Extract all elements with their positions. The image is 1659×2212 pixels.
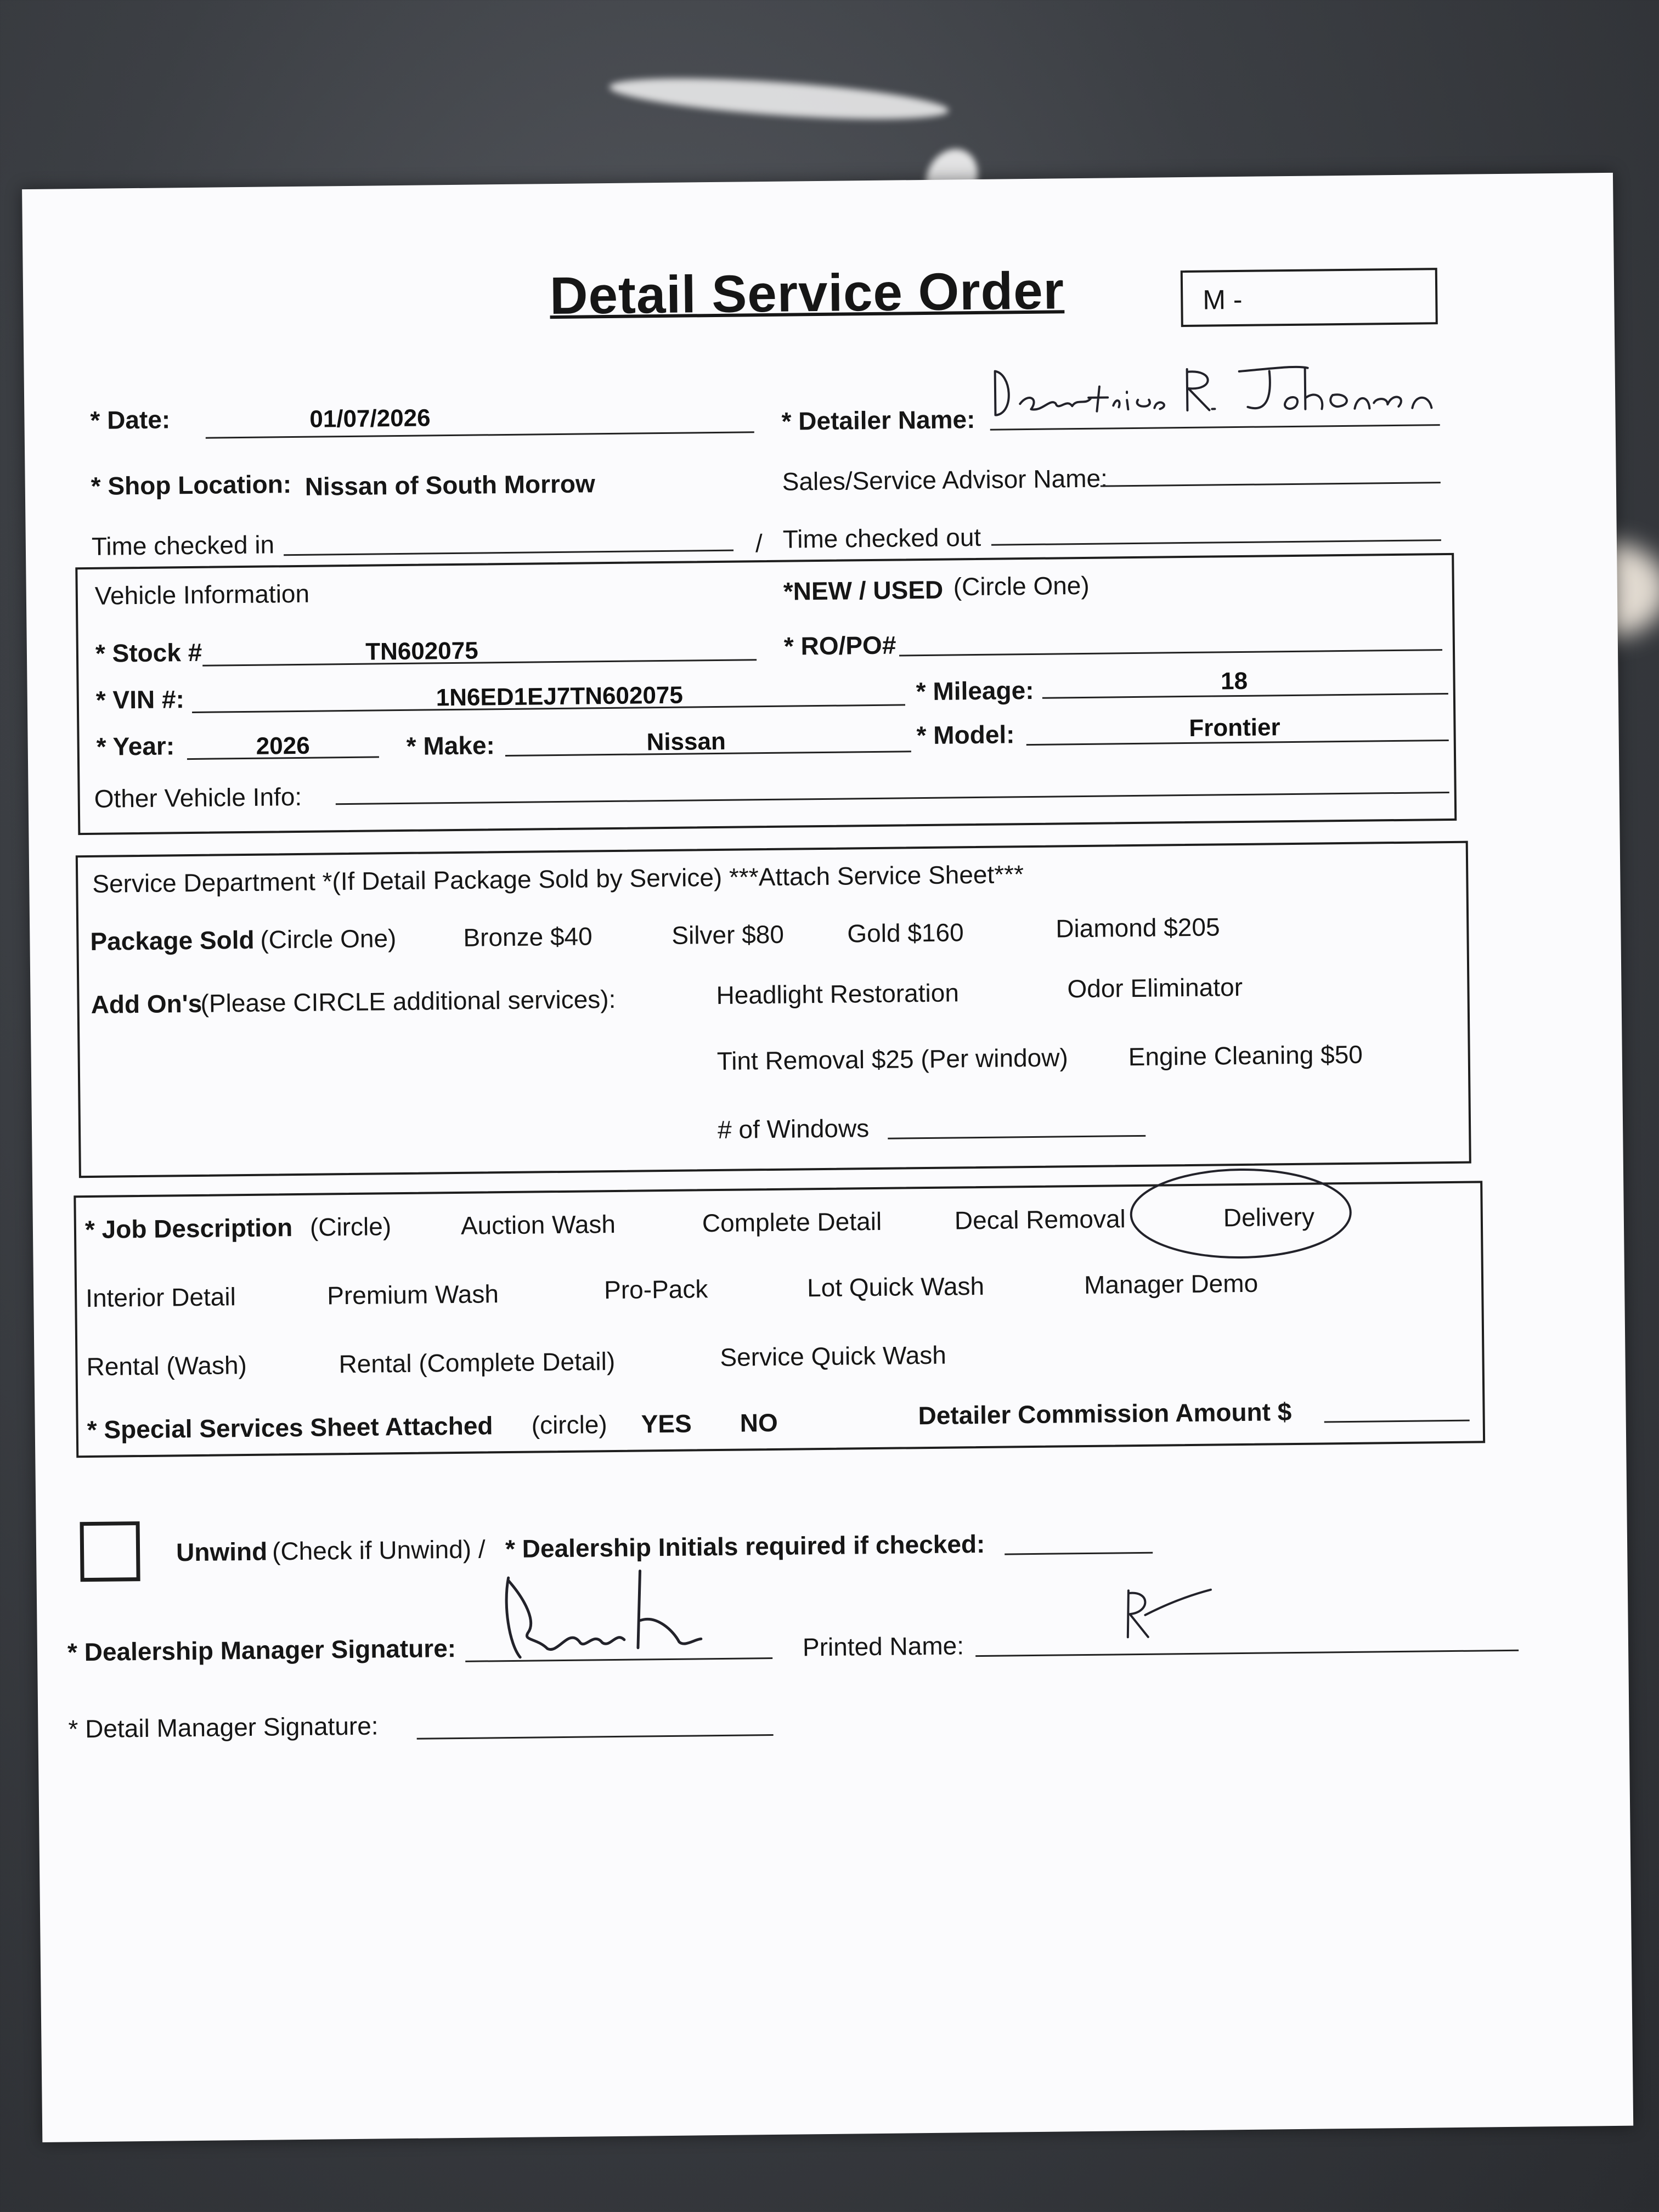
new-used-label: *NEW / USED (783, 575, 944, 606)
job-pro-pack[interactable]: Pro-Pack (603, 1274, 708, 1305)
job-lot-quick-wash[interactable]: Lot Quick Wash (806, 1271, 985, 1302)
advisor-field[interactable] (1101, 482, 1441, 487)
order-number-label: M - (1203, 284, 1243, 315)
job-description-hint: (Circle) (309, 1212, 392, 1242)
new-used-hint: (Circle One) (953, 571, 1090, 601)
manager-signature-label: * Dealership Manager Signature: (67, 1634, 456, 1667)
time-out-field[interactable] (991, 539, 1441, 546)
vin-label: * VIN #: (95, 685, 185, 714)
initials-field[interactable] (1005, 1552, 1153, 1555)
manager-signature-handwriting (475, 1565, 740, 1666)
date-label: * Date: (90, 405, 171, 435)
make-label: * Make: (406, 731, 495, 760)
year-label: * Year: (96, 731, 175, 761)
package-sold-label: Package Sold (90, 925, 255, 956)
package-diamond[interactable]: Diamond $205 (1056, 912, 1220, 943)
stock-value: TN602075 (365, 637, 478, 665)
package-gold[interactable]: Gold $160 (847, 918, 964, 948)
job-delivery[interactable]: Delivery (1223, 1202, 1315, 1232)
job-description-label: * Job Description (84, 1213, 293, 1244)
time-separator: / (755, 529, 763, 558)
advisor-label: Sales/Service Advisor Name: (782, 464, 1108, 496)
date-value: 01/07/2026 (309, 404, 431, 433)
special-services-no[interactable]: NO (740, 1408, 778, 1437)
windows-count-label: # of Windows (717, 1114, 870, 1144)
shop-location-label: * Shop Location: (91, 470, 292, 500)
time-out-label: Time checked out (782, 522, 981, 554)
unwind-checkbox[interactable] (80, 1521, 140, 1582)
addon-engine-cleaning[interactable]: Engine Cleaning $50 (1128, 1040, 1363, 1071)
addons-label: Add On's (91, 989, 202, 1019)
job-decal-removal[interactable]: Decal Removal (954, 1204, 1126, 1235)
stock-label: * Stock # (95, 637, 202, 668)
service-header: Service Department *(If Detail Package Sold by Service) ***Attach Service Sheet*** (92, 860, 1024, 898)
detail-manager-signature-field[interactable] (417, 1734, 774, 1740)
model-label: * Model: (916, 720, 1015, 750)
printed-name-field[interactable] (975, 1650, 1519, 1657)
detailer-name-handwriting (989, 356, 1440, 426)
job-rental-complete-detail[interactable]: Rental (Complete Detail) (338, 1346, 616, 1379)
time-in-field[interactable] (284, 550, 733, 556)
vehicle-info-header: Vehicle Information (94, 579, 310, 610)
addon-tint-removal[interactable]: Tint Removal $25 (Per window) (716, 1043, 1069, 1076)
job-interior-detail[interactable]: Interior Detail (85, 1282, 236, 1313)
mileage-value: 18 (1220, 667, 1248, 695)
unwind-hint: (Check if Unwind) / (272, 1534, 486, 1566)
job-complete-detail[interactable]: Complete Detail (702, 1206, 882, 1238)
other-vehicle-info-label: Other Vehicle Info: (94, 782, 302, 813)
addon-odor-eliminator[interactable]: Odor Eliminator (1067, 972, 1243, 1003)
printed-name-label: Printed Name: (802, 1631, 964, 1662)
job-service-quick-wash[interactable]: Service Quick Wash (720, 1340, 947, 1372)
commission-label: Detailer Commission Amount $ (918, 1397, 1292, 1430)
printed-name-handwriting (1112, 1581, 1222, 1648)
mileage-label: * Mileage: (916, 675, 1034, 706)
addon-headlight-restoration[interactable]: Headlight Restoration (716, 978, 960, 1010)
special-services-hint: (circle) (531, 1410, 607, 1440)
service-order-paper (22, 173, 1633, 2142)
light-glare (608, 70, 950, 127)
job-rental-wash[interactable]: Rental (Wash) (86, 1351, 247, 1381)
year-value: 2026 (256, 732, 310, 760)
initials-label: * Dealership Initials required if checked: (505, 1529, 985, 1564)
package-bronze[interactable]: Bronze $40 (463, 922, 592, 952)
job-auction-wash[interactable]: Auction Wash (460, 1209, 616, 1240)
addons-hint: (Please CIRCLE additional services): (200, 984, 616, 1018)
package-silver[interactable]: Silver $80 (672, 919, 785, 950)
form-title: Detail Service Order (549, 261, 1065, 326)
make-value: Nissan (646, 727, 726, 756)
shop-location-value: Nissan of South Morrow (304, 469, 596, 501)
special-services-label: * Special Services Sheet Attached (87, 1411, 493, 1444)
delivery-circle-mark (1119, 1163, 1361, 1276)
detail-manager-signature-label: * Detail Manager Signature: (68, 1711, 379, 1743)
time-in-label: Time checked in (91, 530, 275, 561)
special-services-yes[interactable]: YES (641, 1409, 692, 1438)
ro-po-label: * RO/PO# (783, 630, 896, 661)
unwind-label: Unwind (176, 1537, 268, 1567)
package-sold-hint: (Circle One) (260, 924, 397, 954)
job-premium-wash[interactable]: Premium Wash (326, 1279, 499, 1310)
job-manager-demo[interactable]: Manager Demo (1084, 1268, 1259, 1300)
detailer-name-label: * Detailer Name: (781, 405, 975, 436)
vin-value: 1N6ED1EJ7TN602075 (436, 681, 684, 712)
model-value: Frontier (1189, 714, 1280, 742)
